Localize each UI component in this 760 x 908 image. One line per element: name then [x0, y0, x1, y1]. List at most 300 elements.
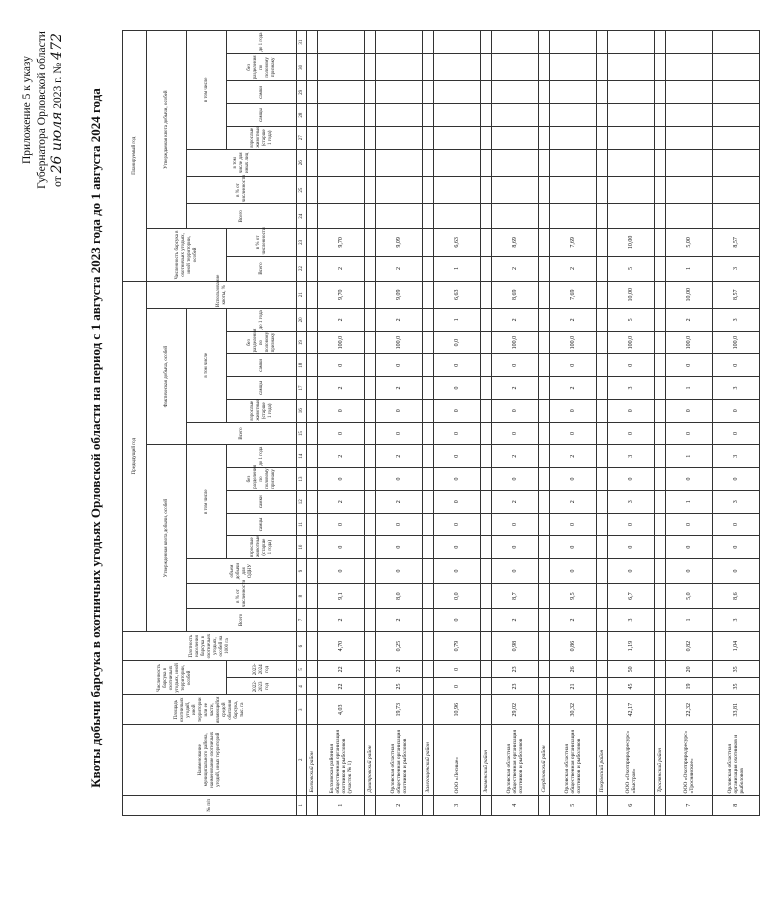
cell-extra	[492, 54, 539, 81]
empty-cell	[597, 422, 608, 445]
cell-p-under-1	[608, 104, 655, 127]
empty-cell	[539, 399, 550, 422]
cell-qp: 8,7	[492, 584, 539, 609]
empty-cell	[307, 204, 318, 229]
annex-year: 2023 г. №	[52, 62, 64, 109]
column-number: 12	[297, 490, 307, 513]
header-year-1: 2022-2023 год	[227, 678, 297, 695]
header-quota-plan: Утверждаемая квота добычи, особей	[147, 31, 187, 229]
empty-cell	[481, 54, 492, 81]
empty-cell	[307, 256, 318, 281]
cell-extra	[713, 31, 760, 54]
cell-f: 0	[376, 513, 423, 536]
cell-ff: 0	[713, 399, 760, 422]
cell-p-no-sex	[713, 126, 760, 149]
cell-extra	[434, 54, 481, 81]
column-number: 17	[297, 377, 307, 400]
empty-cell	[597, 559, 608, 584]
empty-cell	[481, 490, 492, 513]
header-f-under-1: до 1 года	[227, 308, 297, 331]
empty-cell	[481, 308, 492, 331]
empty-cell	[481, 536, 492, 559]
empty-cell	[481, 399, 492, 422]
cell-n2: 50	[608, 661, 655, 678]
cell-dens: 0,79	[434, 631, 481, 661]
cell-n2: 26	[550, 661, 597, 678]
empty-cell	[539, 609, 550, 632]
cell-f: 0	[492, 513, 539, 536]
empty-cell	[307, 445, 318, 468]
column-number: 8	[297, 584, 307, 609]
annex-number-handwritten: 472	[49, 33, 65, 60]
empty-cell	[481, 149, 492, 176]
empty-cell	[655, 513, 666, 536]
empty-cell	[481, 377, 492, 400]
empty-cell	[655, 377, 666, 400]
cell-use: 100,0	[713, 331, 760, 354]
cell-num: 8	[713, 795, 760, 815]
cell-extra	[666, 54, 713, 81]
empty-cell	[655, 468, 666, 491]
empty-cell	[423, 490, 434, 513]
empty-cell	[655, 584, 666, 609]
district-empty-num	[655, 795, 666, 815]
empty-cell	[655, 536, 666, 559]
cell-p-female	[376, 149, 423, 176]
cell-extra	[376, 31, 423, 54]
empty-cell	[365, 31, 376, 54]
empty-cell	[365, 513, 376, 536]
table-row	[318, 31, 365, 816]
cell-pq: 2	[318, 308, 365, 331]
header-p-male: самцы	[227, 104, 297, 127]
empty-cell	[597, 609, 608, 632]
header-area: Площадь охотничьих угодий, иной территории или ее части, являющейся средой обитания барсука, тыс. га	[123, 695, 297, 725]
cell-q: 2	[492, 609, 539, 632]
empty-cell	[597, 377, 608, 400]
cell-num: 4	[492, 795, 539, 815]
cell-ns: 0	[434, 490, 481, 513]
cell-pt: 2	[376, 256, 423, 281]
cell-area: 4,03	[318, 695, 365, 725]
cell-qp: 0,0	[434, 584, 481, 609]
cell-fns: 2	[376, 377, 423, 400]
empty-cell	[365, 104, 376, 127]
empty-cell	[597, 513, 608, 536]
empty-cell	[481, 609, 492, 632]
district-label: Залегощенский район	[423, 725, 434, 796]
empty-cell	[655, 354, 666, 377]
empty-cell	[655, 149, 666, 176]
cell-fns: 2	[318, 377, 365, 400]
empty-cell	[597, 354, 608, 377]
empty-cell	[655, 176, 666, 203]
cell-qp: 8,6	[713, 584, 760, 609]
empty-cell	[481, 422, 492, 445]
cell-ppct: 10,00	[608, 229, 655, 256]
empty-cell	[423, 468, 434, 491]
cell-n1: 35	[713, 678, 760, 695]
cell-extra	[318, 31, 365, 54]
cell-m: 0	[318, 536, 365, 559]
empty-cell	[365, 377, 376, 400]
empty-cell	[597, 399, 608, 422]
district-empty-num	[539, 795, 550, 815]
empty-cell	[307, 559, 318, 584]
empty-cell	[423, 256, 434, 281]
empty-cell	[655, 559, 666, 584]
empty-cell	[307, 490, 318, 513]
cell-ppct: 9,09	[376, 229, 423, 256]
empty-cell	[423, 354, 434, 377]
empty-cell	[655, 678, 666, 695]
cell-p-under-1	[434, 104, 481, 127]
empty-cell	[423, 281, 434, 308]
empty-cell	[423, 331, 434, 354]
cell-extra	[318, 54, 365, 81]
cell-extra	[550, 31, 597, 54]
empty-cell	[539, 695, 550, 725]
header-f-female: самки	[227, 354, 297, 377]
cell-area: 29,02	[492, 695, 539, 725]
empty-cell	[597, 536, 608, 559]
empty-cell	[365, 678, 376, 695]
empty-cell	[481, 281, 492, 308]
column-number: 11	[297, 513, 307, 536]
cell-pt: 2	[550, 256, 597, 281]
cell-fns: 3	[608, 377, 655, 400]
empty-cell	[423, 126, 434, 149]
empty-cell	[481, 126, 492, 149]
cell-ns: 2	[492, 490, 539, 513]
cell-org: Орловская областная общественная организация охотников и рыболовов	[492, 725, 539, 796]
cell-org: Болховская районная общественная организация охотников и рыболовов (участок № 1)	[318, 725, 365, 796]
cell-p-adult	[608, 204, 655, 229]
empty-cell	[307, 678, 318, 695]
empty-cell	[597, 445, 608, 468]
cell-pqp: 9,70	[318, 281, 365, 308]
header-previous-year: Предыдущий год	[123, 281, 147, 631]
column-number: 13	[297, 468, 307, 491]
cell-p-female	[492, 149, 539, 176]
header-num: № п/п	[123, 795, 297, 815]
header-male: самцы	[227, 513, 297, 536]
empty-cell	[423, 584, 434, 609]
cell-fu1: 0	[492, 354, 539, 377]
cell-ns: 2	[318, 490, 365, 513]
empty-cell	[365, 354, 376, 377]
empty-cell	[597, 281, 608, 308]
district-row	[307, 31, 318, 816]
empty-cell	[655, 661, 666, 678]
column-number: 18	[297, 354, 307, 377]
column-number: 2	[297, 725, 307, 796]
cell-p-under-1	[492, 104, 539, 127]
cell-ff: 0	[318, 399, 365, 422]
cell-pqp: 9,09	[376, 281, 423, 308]
cell-p-no-sex	[666, 126, 713, 149]
cell-u1: 0	[608, 468, 655, 491]
empty-cell	[423, 308, 434, 331]
district-label: Троснянский район	[655, 725, 666, 796]
empty-cell	[307, 631, 318, 661]
cell-n2: 23	[492, 661, 539, 678]
empty-cell	[597, 229, 608, 256]
cell-p-male	[492, 176, 539, 203]
cell-p-female	[608, 149, 655, 176]
column-number: 30	[297, 54, 307, 81]
empty-cell	[423, 631, 434, 661]
cell-p-no-sex	[434, 126, 481, 149]
header-under-1: до 1 года	[227, 445, 297, 468]
cell-m: 0	[376, 536, 423, 559]
cell-ft: 2	[492, 445, 539, 468]
column-number: 28	[297, 104, 307, 127]
empty-cell	[423, 422, 434, 445]
header-citizens: объем добычи для ОДНУ	[187, 559, 297, 584]
empty-cell	[655, 31, 666, 54]
cell-fm: 0	[713, 422, 760, 445]
empty-cell	[655, 281, 666, 308]
empty-cell	[307, 513, 318, 536]
cell-f: 0	[434, 513, 481, 536]
header-numbers: Численность барсука в охотничьих угодьях, иной территории, особей	[123, 661, 227, 695]
empty-cell	[307, 354, 318, 377]
column-number: 10	[297, 536, 307, 559]
table-row	[666, 31, 713, 816]
empty-cell	[307, 695, 318, 725]
cell-dens: 1,19	[608, 631, 655, 661]
empty-cell	[655, 81, 666, 104]
empty-cell	[539, 308, 550, 331]
header-pc-pct: в % от численности	[227, 229, 297, 256]
empty-cell	[539, 422, 550, 445]
cell-p-female	[713, 149, 760, 176]
empty-cell	[597, 126, 608, 149]
cell-dens: 1,04	[713, 631, 760, 661]
column-number: 1	[297, 795, 307, 815]
cell-ppct: 9,70	[318, 229, 365, 256]
cell-extra	[434, 31, 481, 54]
empty-cell	[365, 609, 376, 632]
column-number: 7	[297, 609, 307, 632]
empty-cell	[307, 31, 318, 54]
empty-cell	[539, 81, 550, 104]
quota-table	[122, 30, 760, 816]
cell-org: ООО «Охотприродресурс» «Быстрая»	[608, 725, 655, 796]
cell-ft: 2	[376, 445, 423, 468]
cell-f: 0	[318, 513, 365, 536]
empty-cell	[365, 331, 376, 354]
empty-cell	[307, 661, 318, 678]
cell-dens: 4,70	[318, 631, 365, 661]
cell-pt: 1	[434, 256, 481, 281]
header-p-no-sex: без разделения по половому признаку	[227, 54, 297, 81]
empty-cell	[481, 256, 492, 281]
cell-use: 100,0	[550, 331, 597, 354]
table-row	[492, 31, 539, 816]
empty-cell	[365, 559, 376, 584]
empty-cell	[307, 399, 318, 422]
annex-from: от	[52, 176, 64, 187]
annex-line-2: Губернатора Орловской области	[36, 31, 48, 189]
cell-pq: 2	[550, 308, 597, 331]
empty-cell	[655, 631, 666, 661]
cell-ns: 1	[666, 490, 713, 513]
cell-fns: 2	[550, 377, 597, 400]
cell-fns: 3	[713, 377, 760, 400]
empty-cell	[365, 176, 376, 203]
annex-line-3	[50, 20, 66, 200]
empty-cell	[597, 81, 608, 104]
empty-cell	[365, 445, 376, 468]
empty-cell	[307, 536, 318, 559]
column-number: 26	[297, 149, 307, 176]
cell-qp: 5,0	[666, 584, 713, 609]
cell-ns: 2	[550, 490, 597, 513]
empty-cell	[597, 204, 608, 229]
cell-fu1: 0	[434, 354, 481, 377]
cell-fns: 0	[434, 377, 481, 400]
table-row	[608, 31, 655, 816]
empty-cell	[481, 584, 492, 609]
empty-cell	[597, 490, 608, 513]
cell-dens: 0,82	[666, 631, 713, 661]
header-fact-incl: в том числе	[187, 308, 227, 422]
cell-num: 7	[666, 795, 713, 815]
table-row	[434, 31, 481, 816]
header-no-sex: без разделения по половому признаку	[227, 468, 297, 491]
empty-cell	[423, 31, 434, 54]
empty-cell	[423, 559, 434, 584]
cell-num: 6	[608, 795, 655, 815]
cell-pqp: 10,00	[608, 281, 655, 308]
cell-use: 100,0	[492, 331, 539, 354]
empty-cell	[423, 104, 434, 127]
header-plan-others: в том числе для иных лиц	[187, 149, 297, 176]
empty-cell	[655, 54, 666, 81]
cell-ff: 0	[550, 399, 597, 422]
cell-n1: 23	[492, 678, 539, 695]
cell-area: 33,81	[713, 695, 760, 725]
empty-cell	[423, 54, 434, 81]
empty-cell	[423, 661, 434, 678]
header-f-no-sex: без разделения по половому признаку	[227, 331, 297, 354]
cell-pt: 2	[492, 256, 539, 281]
cell-p-under-1	[376, 104, 423, 127]
cell-n2: 35	[713, 661, 760, 678]
cell-p-no-sex	[608, 126, 655, 149]
empty-cell	[597, 468, 608, 491]
empty-cell	[597, 584, 608, 609]
column-number: 23	[297, 229, 307, 256]
column-number: 16	[297, 399, 307, 422]
empty-cell	[307, 468, 318, 491]
empty-cell	[481, 695, 492, 725]
cell-area: 19,73	[376, 695, 423, 725]
district-label: Знаменский район	[481, 725, 492, 796]
empty-cell	[597, 678, 608, 695]
empty-cell	[539, 256, 550, 281]
cell-extra	[666, 81, 713, 104]
cell-ff: 0	[666, 399, 713, 422]
column-number: 5	[297, 661, 307, 678]
cell-ppct: 7,69	[550, 229, 597, 256]
empty-cell	[539, 377, 550, 400]
empty-cell	[307, 176, 318, 203]
cell-qp: 9,5	[550, 584, 597, 609]
column-number: 14	[297, 445, 307, 468]
cell-q: 2	[318, 609, 365, 632]
cell-p-male	[713, 176, 760, 203]
district-label: Болховский район	[307, 725, 318, 796]
empty-cell	[539, 584, 550, 609]
cell-f: 0	[713, 513, 760, 536]
empty-cell	[307, 54, 318, 81]
empty-cell	[481, 559, 492, 584]
cell-extra	[608, 54, 655, 81]
cell-p-no-sex	[376, 126, 423, 149]
header-plan-total: Всего	[187, 204, 297, 229]
column-number: 6	[297, 631, 307, 661]
empty-cell	[539, 354, 550, 377]
empty-cell	[365, 536, 376, 559]
header-incl: в том числе	[187, 445, 227, 559]
empty-cell	[597, 695, 608, 725]
header-adult: взрослые животные (старше 1 года)	[227, 536, 297, 559]
header-female: самки	[227, 490, 297, 513]
cell-f: 0	[666, 513, 713, 536]
cell-m: 0	[666, 536, 713, 559]
header-plan-incl: в том числе	[187, 31, 227, 150]
empty-cell	[597, 31, 608, 54]
empty-cell	[365, 204, 376, 229]
cell-p-adult	[434, 204, 481, 229]
cell-pq: 2	[492, 308, 539, 331]
cell-area: 30,32	[550, 695, 597, 725]
cell-ppct: 8,69	[492, 229, 539, 256]
cell-pqp: 7,69	[550, 281, 597, 308]
district-row	[423, 31, 434, 816]
empty-cell	[655, 445, 666, 468]
header-fact: Фактическая добыча, особей	[147, 308, 187, 444]
empty-cell	[539, 331, 550, 354]
empty-cell	[365, 281, 376, 308]
empty-cell	[539, 31, 550, 54]
header-pc-total: Всего	[227, 256, 297, 281]
empty-cell	[597, 54, 608, 81]
cell-use: 100,0	[666, 331, 713, 354]
empty-cell	[597, 308, 608, 331]
cell-area: 22,32	[666, 695, 713, 725]
empty-cell	[539, 445, 550, 468]
document-title: Квоты добычи барсука в охотничьих угодьях Орловской области на период с 1 августа 2023 года до 1 августа 2024 года	[88, 88, 103, 788]
cell-fns: 2	[492, 377, 539, 400]
cell-ns: 3	[608, 490, 655, 513]
empty-cell	[655, 422, 666, 445]
empty-cell	[597, 661, 608, 678]
empty-cell	[423, 513, 434, 536]
empty-cell	[539, 204, 550, 229]
cell-n2: 0	[434, 661, 481, 678]
cell-q: 1	[666, 609, 713, 632]
empty-cell	[365, 661, 376, 678]
empty-cell	[481, 176, 492, 203]
cell-ft: 2	[550, 445, 597, 468]
empty-cell	[655, 104, 666, 127]
header-plan-pct: в % от численности	[187, 176, 297, 203]
empty-cell	[539, 54, 550, 81]
